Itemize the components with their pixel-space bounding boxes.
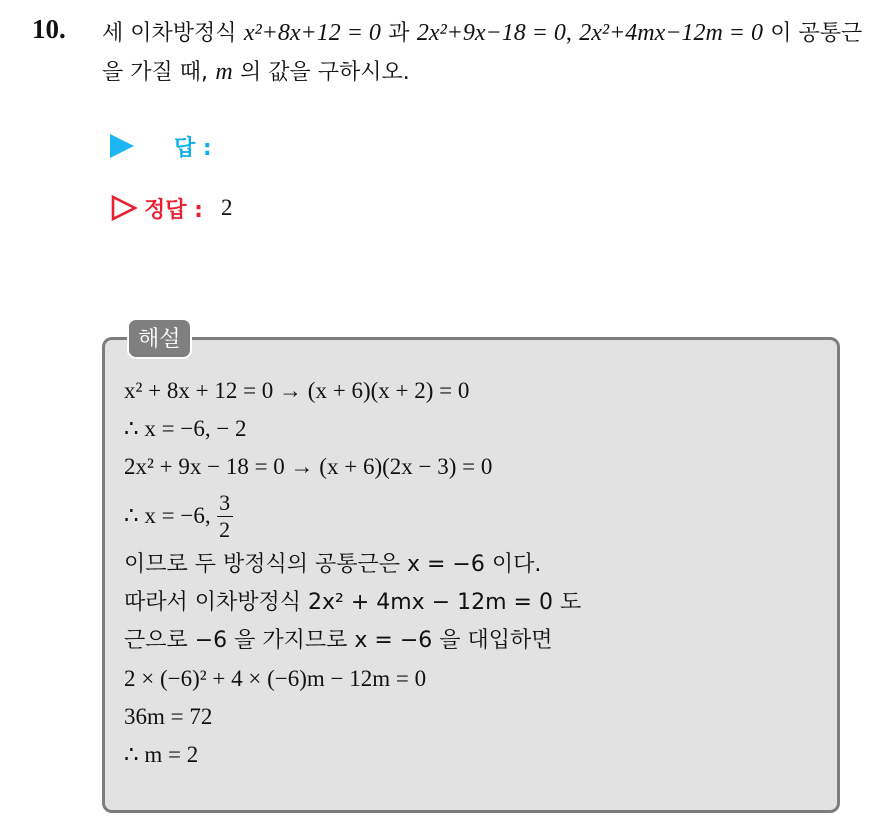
correct-answer-value: 2 <box>220 195 233 220</box>
explanation-line-fraction <box>124 486 824 546</box>
explanation-line: 이므로 두 방정식의 공통근은 x = −6 이다. <box>124 552 542 577</box>
explanation-line: 36m = 72 <box>124 704 213 729</box>
equation-2: 2x²+9x−18 = 0 <box>416 20 566 46</box>
explanation-line: 근으로 −6 을 가지므로 x = −6 을 대입하면 <box>124 628 553 653</box>
question-text-2: 과 <box>388 21 410 46</box>
equation-3: 2x²+4mx−12m = 0 <box>579 20 763 46</box>
equation-separator: , <box>565 20 572 46</box>
explanation-line: ∴ m = 2 <box>124 742 199 767</box>
correct-answer-row <box>110 188 232 228</box>
fraction-lead: ∴ x = −6, <box>124 503 211 528</box>
variable-m: m <box>215 59 233 85</box>
answer-row <box>110 126 212 166</box>
fraction-denominator: 2 <box>219 516 231 542</box>
correct-answer-label: 정답 : <box>144 197 203 223</box>
fraction-numerator: 3 <box>219 489 231 515</box>
explanation-line: 2x² + 9x − 18 = 0 → (x + 6)(2x − 3) = 0 <box>124 454 493 479</box>
question-text-3: 이 공통근을 가질 때, <box>102 21 863 85</box>
outline-play-icon <box>110 194 138 222</box>
explanation-content <box>124 372 824 774</box>
question-number: 10. <box>32 14 66 44</box>
explanation-line: 2 × (−6)² + 4 × (−6)m − 12m = 0 <box>124 666 427 691</box>
explanation-tag: 해설 <box>127 318 192 359</box>
answer-label: 답 : <box>174 135 212 161</box>
explanation-line: x² + 8x + 12 = 0 → (x + 6)(x + 2) = 0 <box>124 378 470 403</box>
explanation-line: 따라서 이차방정식 2x² + 4mx − 12m = 0 도 <box>124 590 582 615</box>
fraction <box>217 491 233 542</box>
equation-1: x²+8x+12 = 0 <box>243 20 381 46</box>
question-text <box>102 14 872 92</box>
question-text-4: 의 값을 구하시오. <box>239 60 410 85</box>
question-text-1: 세 이차방정식 <box>102 21 237 46</box>
play-icon <box>110 134 134 158</box>
explanation-line: ∴ x = −6, − 2 <box>124 416 247 441</box>
